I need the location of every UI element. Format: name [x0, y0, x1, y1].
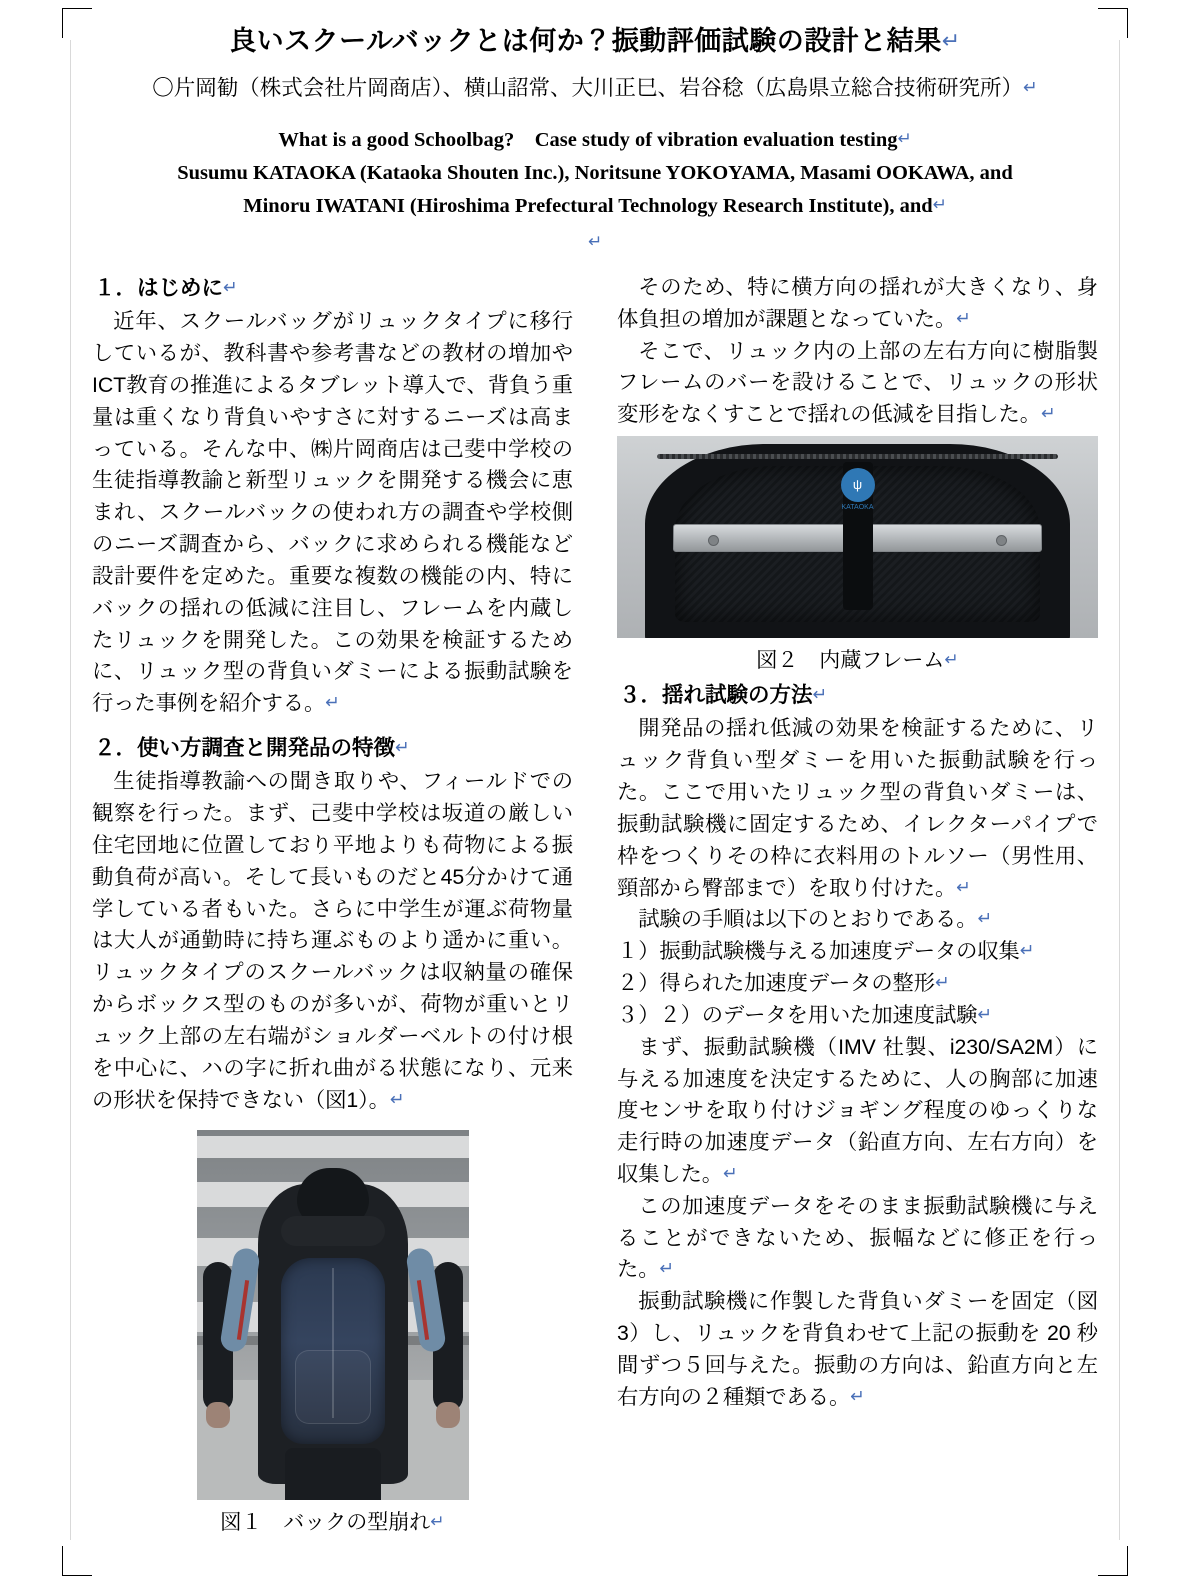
- paragraph-accel-source: [617, 1032, 1098, 1191]
- pilcrow-mark: ↵: [659, 1258, 674, 1279]
- paragraph-test-method-text: 開発品の揺れ低減の効果を検証するために、リュック背負い型ダミーを用いた振動試験を行った。ここで用いたリュック型の背負いダミーは、振動試験機に固定するため、イレクターパイプで枠をつくりその枠に衣料用のトルソー（男性用、頸部から臀部まで）を取り付けた。: [617, 716, 1098, 900]
- figure-1-caption: [92, 1506, 573, 1536]
- paragraph-procedure-intro-text: 試験の手順は以下のとおりである。: [638, 907, 978, 932]
- title-block: [92, 24, 1098, 261]
- section-heading-1: [92, 272, 573, 304]
- section-heading-3: [617, 679, 1098, 711]
- pilcrow-mark: ↵: [932, 195, 947, 215]
- paragraph-intro-text: 近年、スクールバッグがリュックタイプに移行しているが、教科書や参考書などの教材の増加やICT教育の推進によるタブレット導入で、背負う重量は重くなり背負いやすさに対するニーズは高まっている。そんな中、㈱片岡商店は己斐中学校の生徒指導教諭と新型リュックを開発する機会に恵まれ、スクールバックの使われ方の調査や学校側のニーズ調査から、バックに求められる機能など設計要件を定めた。重要な複数の機能の内、特にバックの揺れの低減に注目し、フレームを内蔵したリュックを開発した。この効果を検証するために、リュック型の背負いダミーによる振動試験を行った事例を紹介する。: [92, 309, 573, 716]
- person-hand-right: [436, 1402, 460, 1428]
- pilcrow-mark: ↵: [850, 1385, 865, 1406]
- list-item: [617, 936, 1098, 968]
- person-legs: [285, 1448, 381, 1500]
- pilcrow-mark: ↵: [223, 277, 238, 297]
- authors-english-line-2: [92, 190, 1098, 223]
- photo-internal-frame: [617, 436, 1098, 638]
- page-guide-right: [1119, 40, 1120, 1540]
- body-columns: [92, 272, 1098, 1535]
- pilcrow-mark: ↵: [325, 692, 340, 713]
- paragraph-lateral-sway-text: そのため、特に横方向の揺れが大きくなり、身体負担の増加が課題となっていた。: [617, 275, 1098, 331]
- pilcrow-mark: ↵: [944, 649, 959, 670]
- procedure-step-1: １）振動試験機与える加速度データの収集: [617, 939, 1020, 964]
- figure-1-caption-text: 図１ バックの型崩れ: [220, 1511, 431, 1535]
- section-heading-1-text: １．はじめに: [94, 276, 224, 300]
- photo-backpack-deformation: [197, 1130, 469, 1500]
- figure-1: [92, 1130, 573, 1536]
- crop-mark-bottom-right: [1098, 1546, 1128, 1576]
- person-hand-left: [206, 1402, 230, 1428]
- pilcrow-mark: ↵: [977, 1003, 992, 1024]
- paragraph-accel-source-text: まず、振動試験機（IMV 社製、i230/SA2M）に与える加速度を決定するために、人の胸部に加速度センサを取り付けジョギング程度のゆっくりな走行時の加速度データ（鉛直方向、左右方向）を収集した。: [617, 1034, 1098, 1186]
- pilcrow-mark: ↵: [934, 972, 950, 993]
- pilcrow-mark: ↵: [956, 307, 971, 328]
- paragraph-frame-solution-text: そこで、リュック内の上部の左右方向に樹脂製フレームのバーを設けることで、リュックの形状変形をなくすことで揺れの低減を目指した。: [617, 338, 1098, 427]
- brand-logo-label: KATAOKA: [841, 504, 874, 512]
- paragraph-usage-survey-text: 生徒指導教諭への聞き取りや、フィールドでの観察を行った。まず、己斐中学校は坂道の厳しい住宅団地に位置しており平地よりも荷物による振動負荷が高い。そして長いものだと45分かけて通学している者もいた。さらに中学生が運ぶ荷物量は大人が通勤時に持ち運ぶものより遥かに重い。リュックタイプのスクールバックは収納量の確保からボックス型のものが多いが、荷物が重いとリュック上部の左右端がショルダーベルトの付け根を中心に、ハの字に折れ曲がる状態になり、元来の形状を保持できない（図1）。: [92, 769, 573, 1112]
- crosswalk-stripe: [197, 1136, 469, 1158]
- brand-logo-icon: ψ: [841, 468, 875, 502]
- pilcrow-mark: ↵: [1040, 403, 1056, 424]
- frame-screw-right: [996, 535, 1007, 546]
- procedure-step-2: ２）得られた加速度データの整形: [617, 971, 935, 996]
- pilcrow-mark: ↵: [812, 684, 828, 705]
- authors-ja-text: 〇片岡勧（株式会社片岡商店）、横山詔常、大川正巳、岩谷稔（広島県立総合技術研究所）: [152, 76, 1023, 101]
- pilcrow-mark: ↵: [956, 876, 971, 897]
- authors-en-text-1: Susumu KATAOKA (Kataoka Shouten Inc.), Noritsune YOKOYAMA, Masami OOKAWA, and: [177, 161, 1013, 184]
- backpack-pocket: [295, 1350, 371, 1424]
- pilcrow-mark: ↵: [1023, 77, 1038, 98]
- authors-en-text-2: Minoru IWATANI (Hiroshima Prefectural Technology Research Institute), and: [243, 195, 933, 218]
- pilcrow-mark: ↵: [587, 232, 603, 252]
- paragraph-procedure-intro: [617, 904, 1098, 936]
- title-english: [92, 125, 1098, 157]
- paragraph-test-method: [617, 713, 1098, 904]
- crop-mark-top-right: [1098, 8, 1128, 38]
- section-heading-2-text: ２．使い方調査と開発品の特徴: [94, 736, 396, 761]
- page-title: [92, 24, 1098, 59]
- pilcrow-mark: ↵: [389, 1088, 405, 1109]
- paragraph-accel-correction-text: この加速度データをそのまま振動試験機に与えることができないため、振幅などに修正を行った。: [617, 1193, 1098, 1282]
- title-en-text: What is a good Schoolbag? Case study of vibration evaluation testing: [278, 129, 898, 152]
- section-heading-3-text: ３．揺れ試験の方法: [619, 683, 813, 708]
- column-right: [617, 272, 1098, 1414]
- list-item: [617, 968, 1098, 1000]
- paragraph-accel-correction: [617, 1191, 1098, 1286]
- page-guide-left: [70, 40, 71, 1540]
- pilcrow-mark: ↵: [1019, 940, 1035, 961]
- pilcrow-mark: ↵: [430, 1511, 445, 1532]
- pilcrow-mark: ↵: [941, 28, 961, 53]
- frame-screw-left: [708, 535, 719, 546]
- list-item: [617, 1000, 1098, 1032]
- paragraph-dummy-fixing-text: 振動試験機に作製した背負いダミーを固定（図3）し、リュックを背負わせて上記の振動を 20 秒間ずつ５回与えた。振動の方向は、鉛直方向と左右方向の２種類である。: [617, 1289, 1098, 1409]
- figure-2: [617, 436, 1098, 674]
- pilcrow-mark: ↵: [723, 1162, 738, 1183]
- pilcrow-mark: ↵: [977, 908, 992, 929]
- figure-2-wrapper: [617, 436, 1098, 674]
- figure-1-wrapper: [92, 1130, 573, 1536]
- backpack-zipper: [657, 454, 1058, 459]
- pilcrow-mark: ↵: [897, 129, 912, 149]
- paragraph-usage-survey: [92, 766, 573, 1116]
- paragraph-lateral-sway: [617, 272, 1098, 336]
- column-left: [92, 272, 573, 1536]
- authors-japanese: [92, 73, 1098, 103]
- paragraph-frame-solution: [617, 336, 1098, 431]
- pilcrow-mark: ↵: [395, 737, 410, 758]
- crop-mark-top-left: [62, 8, 92, 38]
- paragraph-dummy-fixing: [617, 1286, 1098, 1413]
- person-collar: [281, 1216, 385, 1246]
- trailing-paragraph-mark-row: [92, 227, 1098, 260]
- paragraph-intro: [92, 306, 573, 720]
- procedure-step-3: ３）２）のデータを用いた加速度試験: [617, 1002, 978, 1027]
- authors-english-line-1: [92, 157, 1098, 190]
- section-heading-2: [92, 732, 573, 764]
- figure-2-caption: [617, 644, 1098, 674]
- backpack-body: [281, 1258, 385, 1444]
- figure-2-caption-text: 図２ 内蔵フレーム: [756, 649, 945, 673]
- crop-mark-bottom-left: [62, 1546, 92, 1576]
- title-ja-text: 良いスクールバックとは何か？振動評価試験の設計と結果: [229, 26, 942, 56]
